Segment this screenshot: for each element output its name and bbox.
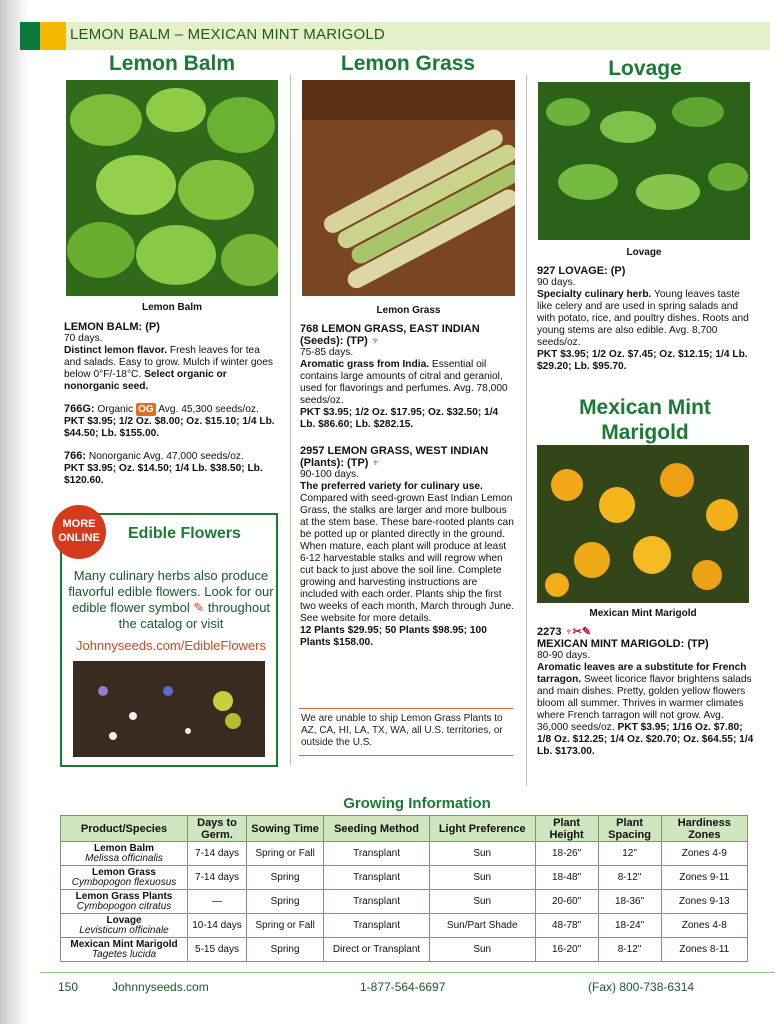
species-name: Mexican Mint Marigold	[70, 938, 178, 950]
col-header: Light Preference	[429, 816, 535, 842]
light-cell: Sun	[429, 866, 535, 890]
footer-fax: (Fax) 800-738-6314	[588, 980, 695, 994]
item-768-heading	[300, 323, 515, 347]
height-cell: 18-26"	[535, 842, 598, 866]
item-766g-organic: Organic	[94, 404, 136, 416]
edible-flowers-image	[73, 661, 265, 757]
species-name: Lemon Balm	[94, 842, 155, 854]
item-2273-prices: PKT $3.95; 1/16 Oz. $7.80; 1/8 Oz. $12.25; 1/4 Oz. $20.70; Oz. $64.55; 1/4 Lb. $173.00.	[537, 722, 754, 757]
header-green-tab	[20, 22, 40, 50]
species-cell	[61, 866, 188, 890]
sowing-cell: Spring	[246, 866, 323, 890]
mmm-title-line-2: Marigold	[601, 421, 689, 444]
edible-flower-icon: ✎	[582, 626, 592, 638]
method-cell: Transplant	[324, 914, 430, 938]
item-2957-prices: 12 Plants $29.95; 50 Plants $98.95; 100 Plants $158.00.	[300, 625, 487, 648]
item-766g-seeds: Avg. 45,300 seeds/oz.	[155, 404, 259, 416]
edible-flowers-text-2: throughout the catalog or visit	[118, 600, 271, 631]
shipping-notice: We are unable to ship Lemon Grass Plants to AZ, CA, HI, LA, TX, WA, all U.S. territories, or outside the U.S.	[299, 708, 513, 756]
species-cell	[61, 914, 188, 938]
page-number: 150	[58, 980, 79, 994]
organic-icon: OG	[136, 403, 156, 416]
item-766g-code: 766G:	[64, 403, 95, 416]
header-yellow-tab	[40, 22, 66, 50]
edible-flower-icon: ✎	[193, 600, 205, 615]
item-2957-desc: Compared with seed-grown East Indian Lemon Grass, the stalks are larger and more bulbous at the stem base. These bare-rooted plants can be potted up or planted directly in the ground. When mature, each plant will produce at least 6-12 harvestable stalks and will regrow when cut back to just above the soil line. Complete growing and harvesting instructions are included with each order. Plants ship the first two weeks of each month, March through June. See website for more details.	[300, 493, 515, 624]
col-header: Plant Height	[535, 816, 598, 842]
tender-perennial-icon: ♆	[564, 626, 573, 638]
light-cell: Sun	[429, 890, 535, 914]
item-927-heading: 927 LOVAGE: (P)	[537, 265, 626, 277]
item-927-lead: Specialty culinary herb.	[537, 289, 652, 300]
zones-cell: Zones 4-8	[661, 914, 747, 938]
scissors-icon: ✂	[572, 626, 583, 638]
item-2957-heading-text: 2957 LEMON GRASS, WEST INDIAN (Plants): (TP)	[300, 445, 489, 469]
spacing-cell: 12"	[598, 842, 661, 866]
zones-cell: Zones 9-11	[661, 866, 747, 890]
method-cell: Transplant	[324, 842, 430, 866]
lemon-grass-caption: Lemon Grass	[376, 305, 441, 316]
col-header: Plant Spacing	[598, 816, 661, 842]
item-2273-code-row	[537, 626, 755, 638]
lemon-grass-title: Lemon Grass	[340, 52, 476, 75]
edible-flowers-text: Many culinary herbs also produce flavorful edible flowers. Look for our edible flower symbol	[68, 568, 274, 615]
col-header: Product/Species	[61, 816, 188, 842]
item-768-days: 75-85 days.	[300, 347, 354, 358]
method-cell: Direct or Transplant	[324, 938, 430, 962]
item-2273-lead: Aromatic leaves are a substitute for French tarragon.	[537, 662, 747, 685]
lemon-balm-select: Select organic or nonorganic seed.	[64, 369, 227, 392]
mexican-mint-marigold-description	[537, 626, 755, 758]
lovage-description	[537, 265, 753, 373]
lovage-caption: Lovage	[626, 247, 662, 258]
lemon-balm-days: 70 days.	[64, 333, 103, 344]
item-927-desc: Young leaves taste like celery and are used in spring salads and with potato, rice, and poultry dishes. Roots and young stems are also edible. Avg. 8,700 seeds/oz.	[537, 289, 749, 348]
light-cell: Sun	[429, 938, 535, 962]
item-2273-days: 80-90 days.	[537, 650, 591, 661]
germ-cell: 10-14 days	[188, 914, 247, 938]
lovage-leaves-image	[538, 82, 750, 240]
table-row	[61, 914, 748, 938]
lemon-balm-lead: Distinct lemon flavor.	[64, 345, 168, 356]
lemon-balm-description	[64, 321, 278, 487]
item-766-code: 766:	[64, 450, 87, 463]
item-2957-heading	[300, 445, 515, 469]
column-divider	[526, 75, 527, 785]
mexican-mint-marigold-title	[538, 395, 752, 445]
spacing-cell: 8-12"	[598, 938, 661, 962]
edible-flowers-link[interactable]: Johnnyseeds.com/EdibleFlowers	[75, 638, 267, 653]
lemon-grass-description	[300, 323, 515, 649]
growing-info-table	[60, 815, 748, 962]
page-edge	[0, 0, 30, 1024]
item-768-desc: Essential oil contains large amounts of citral and geraniol, used for flavorings and perfumes. Avg. 78,000 seeds/oz.	[300, 359, 508, 406]
item-766g-prices: PKT $3.95; 1/2 Oz. $8.00; Oz. $15.10; 1/4 Lb. $44.50; Lb. $155.00.	[64, 416, 275, 440]
spacing-cell: 18-24"	[598, 914, 661, 938]
item-768-lead: Aromatic grass from India.	[300, 359, 430, 370]
edible-flowers-photo	[73, 661, 265, 757]
mmm-title-line-1: Mexican Mint	[579, 396, 711, 419]
col-header: Hardiness Zones	[661, 816, 747, 842]
species-name: Lemon Grass	[92, 866, 156, 878]
sowing-cell: Spring or Fall	[246, 842, 323, 866]
spacing-cell: 8-12"	[598, 866, 661, 890]
method-cell: Transplant	[324, 866, 430, 890]
zones-cell: Zones 4-9	[661, 842, 747, 866]
lemon-grass-stalks-image	[302, 80, 515, 296]
marigold-flowers-image	[537, 445, 749, 603]
item-2957-days: 90-100 days.	[300, 469, 359, 480]
item-927-days: 90 days.	[537, 277, 576, 288]
item-768-heading-text: 768 LEMON GRASS, EAST INDIAN (Seeds): (TP)	[300, 323, 480, 347]
germ-cell: —	[188, 890, 247, 914]
edible-flowers-body	[68, 568, 274, 632]
item-2957-lead: The preferred variety for culinary use.	[300, 481, 483, 492]
page-title: LEMON BALM – MEXICAN MINT MARIGOLD	[70, 26, 385, 43]
germ-cell: 7-14 days	[188, 866, 247, 890]
item-768-prices: PKT $3.95; 1/2 Oz. $17.95; Oz. $32.50; 1/4 Lb. $86.60; Lb. $282.15.	[300, 407, 499, 430]
footer-phone: 1-877-564-6697	[360, 980, 446, 994]
table-row	[61, 842, 748, 866]
lemon-balm-desc: Fresh leaves for tea and salads. Easy to grow. Mulch if winter goes below 0°F/-18°C.	[64, 345, 273, 380]
footer-website[interactable]: Johnnyseeds.com	[112, 980, 209, 994]
item-2273-heading: MEXICAN MINT MARIGOLD: (TP)	[537, 638, 709, 650]
lemon-balm-heading: LEMON BALM: (P)	[64, 321, 160, 333]
height-cell: 16-20"	[535, 938, 598, 962]
tender-perennial-icon: ♆	[370, 335, 380, 347]
species-cell	[61, 842, 188, 866]
item-2273-desc: Sweet licorice flavor brightens salads and main dishes. Pretty, golden yellow flowers bloom all summer. Thrives in warmer climates where French tarragon will not grow. Avg. 36,000 seeds/oz.	[537, 674, 752, 733]
height-cell: 18-48"	[535, 866, 598, 890]
col-header: Seeding Method	[324, 816, 430, 842]
light-cell: Sun	[429, 842, 535, 866]
height-cell: 20-60"	[535, 890, 598, 914]
lemon-balm-photo	[66, 80, 278, 296]
zones-cell: Zones 8-11	[661, 938, 747, 962]
table-row	[61, 938, 748, 962]
species-name: Lovage	[106, 914, 142, 926]
light-cell: Sun/Part Shade	[429, 914, 535, 938]
edible-flowers-title: Edible Flowers	[128, 525, 241, 542]
col-header: Days to Germ.	[188, 816, 247, 842]
growing-info-title: Growing Information	[343, 795, 491, 812]
height-cell: 48-78"	[535, 914, 598, 938]
footer-divider	[40, 972, 775, 973]
spacing-cell: 18-36"	[598, 890, 661, 914]
lemon-grass-photo	[302, 80, 515, 296]
tender-perennial-icon: ♆	[371, 457, 380, 469]
species-latin: Cymbopogon flexuosus	[71, 876, 177, 888]
mexican-mint-marigold-photo	[537, 445, 749, 603]
germ-cell: 7-14 days	[188, 842, 247, 866]
column-divider	[290, 75, 291, 765]
lemon-balm-caption: Lemon Balm	[141, 302, 202, 313]
germ-cell: 5-15 days	[188, 938, 247, 962]
sowing-cell: Spring	[246, 890, 323, 914]
lovage-title: Lovage	[608, 57, 682, 80]
species-latin: Melissa officinalis	[85, 852, 163, 864]
species-latin: Cymbopogon citratus	[76, 900, 172, 912]
item-766-seeds: Nonorganic Avg. 47,000 seeds/oz.	[86, 451, 244, 463]
lemon-balm-title: Lemon Balm	[108, 52, 236, 75]
sowing-cell: Spring	[246, 938, 323, 962]
item-927-prices: PKT $3.95; 1/2 Oz. $7.45; Oz. $12.15; 1/4 Lb. $29.20; Lb. $95.70.	[537, 349, 748, 372]
zones-cell: Zones 9-13	[661, 890, 747, 914]
badge-line-1: MORE	[62, 518, 96, 530]
col-header: Sowing Time	[246, 816, 323, 842]
species-cell	[61, 890, 188, 914]
lemon-balm-leaves-image	[66, 80, 278, 296]
more-online-badge[interactable]	[52, 505, 106, 559]
table-header-row	[61, 816, 748, 842]
item-2273-code: 2273	[537, 626, 562, 638]
lovage-photo	[538, 82, 750, 240]
species-name: Lemon Grass Plants	[75, 890, 173, 902]
method-cell: Transplant	[324, 890, 430, 914]
species-latin: Levisticum officinale	[79, 924, 169, 936]
sowing-cell: Spring or Fall	[246, 914, 323, 938]
mexican-mint-marigold-caption: Mexican Mint Marigold	[589, 608, 697, 619]
badge-line-2: ONLINE	[58, 532, 100, 544]
table-row	[61, 890, 748, 914]
item-766-prices: PKT $3.95; Oz. $14.50; 1/4 Lb. $38.50; Lb. $120.60.	[64, 463, 263, 487]
species-cell	[61, 938, 188, 962]
species-latin: Tagetes lucida	[91, 948, 157, 960]
table-row	[61, 866, 748, 890]
